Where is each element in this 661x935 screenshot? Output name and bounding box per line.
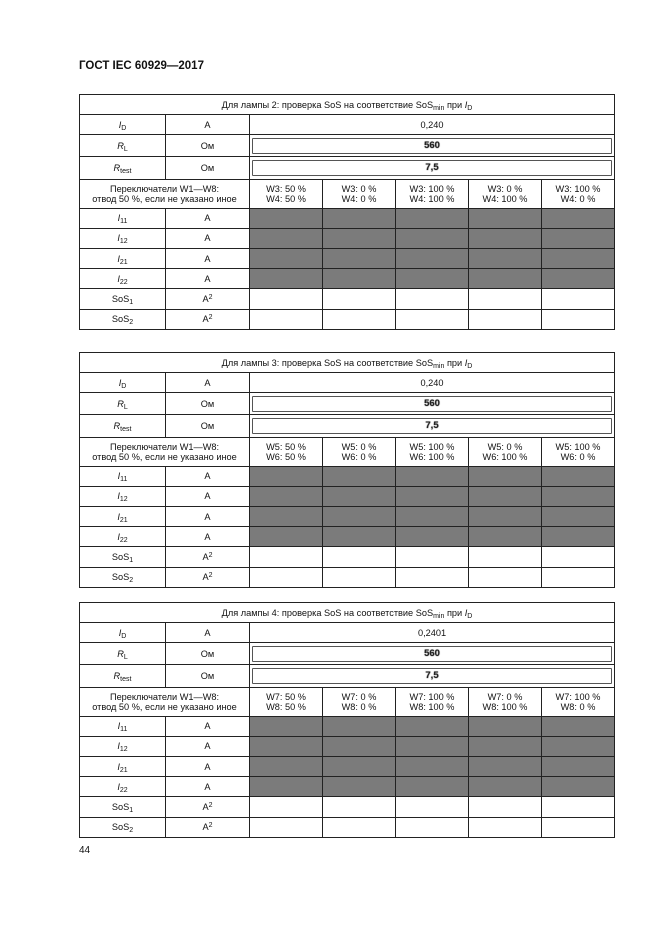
row-SoS1	[80, 289, 615, 309]
unit-cell: A	[166, 716, 250, 736]
shaded-cell	[250, 269, 323, 289]
row-SoS1	[80, 547, 615, 567]
shaded-cell	[469, 208, 542, 228]
switch-setting-5: W3: 100 % W4: 0 %	[542, 179, 615, 208]
row-I11	[80, 466, 615, 486]
shaded-cell	[542, 756, 615, 776]
switch-setting-2: W3: 0 % W4: 0 %	[323, 179, 396, 208]
param-label: I	[117, 781, 120, 792]
empty-cell	[250, 567, 323, 587]
title-subscript: min	[433, 612, 445, 620]
empty-cell	[469, 309, 542, 329]
row-I12	[80, 736, 615, 756]
shaded-cell	[250, 208, 323, 228]
page-number: 44	[79, 845, 91, 856]
shaded-cell	[323, 527, 396, 547]
shaded-cell	[542, 736, 615, 756]
param-label-sub: L	[123, 653, 128, 661]
R-L-value-field	[252, 646, 612, 662]
R-test-value-field	[252, 160, 612, 176]
row-I-D	[80, 373, 615, 393]
unit-cell: A	[166, 486, 250, 506]
shaded-cell	[469, 486, 542, 506]
empty-cell	[323, 567, 396, 587]
row-switches	[80, 687, 615, 716]
shaded-cell	[469, 527, 542, 547]
param-label-sub: 2	[129, 577, 134, 585]
switches-label	[80, 179, 250, 208]
shaded-cell	[250, 756, 323, 776]
param-label-sub: D	[121, 632, 127, 640]
shaded-cell	[323, 486, 396, 506]
empty-cell	[542, 817, 615, 837]
shaded-cell	[469, 756, 542, 776]
shaded-cell	[250, 248, 323, 268]
row-I21	[80, 506, 615, 526]
row-I21	[80, 756, 615, 776]
I-D-value: 0,240	[250, 115, 615, 135]
shaded-cell	[323, 248, 396, 268]
param-label: R	[117, 140, 124, 151]
shaded-cell	[323, 716, 396, 736]
row-SoS1	[80, 797, 615, 817]
param-label-sub: test	[120, 425, 132, 433]
param-label: I	[117, 721, 121, 732]
shaded-cell	[396, 228, 469, 248]
param-label-sub: 11	[120, 726, 128, 734]
unit-cell: Ом	[166, 135, 250, 157]
R-L-value: 560	[424, 397, 440, 409]
shaded-cell	[250, 506, 323, 526]
unit-cell: A	[202, 822, 209, 833]
shaded-cell	[469, 269, 542, 289]
row-R-L	[80, 643, 615, 665]
shaded-cell	[250, 736, 323, 756]
param-label: I	[117, 233, 120, 244]
param-label-sub: test	[120, 167, 132, 175]
document-header: ГОСТ IEC 60929—2017	[79, 60, 204, 72]
empty-cell	[542, 289, 615, 309]
unit-superscript: 2	[208, 572, 213, 580]
title-suffix: при	[446, 607, 463, 618]
shaded-cell	[542, 248, 615, 268]
row-SoS2	[80, 309, 615, 329]
unit-cell: A	[166, 736, 250, 756]
empty-cell	[250, 309, 323, 329]
switch-setting-4: W7: 0 % W8: 100 %	[469, 687, 542, 716]
empty-cell	[396, 567, 469, 587]
switch-setting-1: W7: 50 % W8: 50 %	[250, 687, 323, 716]
param-label: R	[113, 162, 121, 173]
unit-superscript: 2	[208, 822, 213, 830]
switch-setting-3: W7: 100 % W8: 100 %	[396, 687, 469, 716]
param-label: I	[117, 491, 120, 502]
R-test-value: 7,5	[425, 419, 439, 431]
row-I12	[80, 486, 615, 506]
shaded-cell	[323, 736, 396, 756]
param-label: R	[113, 420, 121, 431]
unit-cell: A	[166, 527, 250, 547]
param-label-sub: 2	[129, 319, 134, 327]
R-test-value-field	[252, 418, 612, 434]
param-label-sub: 12	[119, 238, 128, 246]
empty-cell	[469, 567, 542, 587]
unit-cell: A	[166, 208, 250, 228]
shaded-cell	[250, 527, 323, 547]
unit-superscript: 2	[208, 293, 213, 301]
switch-setting-4: W5: 0 % W6: 100 %	[469, 437, 542, 466]
param-label-sub: D	[121, 124, 127, 132]
switches-label-line1: Переключатели W1—W8:	[109, 691, 220, 702]
empty-cell	[469, 547, 542, 567]
shaded-cell	[396, 506, 469, 526]
row-I22	[80, 777, 615, 797]
switches-label	[80, 687, 250, 716]
title-text: Для лампы 4: проверка SoS на соответствие SoS	[221, 607, 434, 618]
shaded-cell	[469, 228, 542, 248]
unit-cell: A	[202, 801, 209, 812]
empty-cell	[396, 797, 469, 817]
shaded-cell	[250, 228, 323, 248]
shaded-cell	[396, 486, 469, 506]
unit-cell: Ом	[166, 415, 250, 437]
switch-setting-2: W7: 0 % W8: 0 %	[323, 687, 396, 716]
param-label: SoS	[111, 551, 130, 562]
empty-cell	[396, 547, 469, 567]
unit-cell: A	[166, 373, 250, 393]
row-R-test	[80, 415, 615, 437]
empty-cell	[250, 289, 323, 309]
param-label-sub: L	[123, 145, 128, 153]
shaded-cell	[469, 777, 542, 797]
param-label: SoS	[111, 293, 130, 304]
param-label: I	[117, 273, 120, 284]
unit-superscript: 2	[208, 551, 213, 559]
empty-cell	[542, 567, 615, 587]
param-label: SoS	[111, 314, 130, 325]
shaded-cell	[323, 269, 396, 289]
shaded-cell	[542, 716, 615, 736]
table-title	[80, 353, 615, 373]
row-R-test	[80, 665, 615, 687]
shaded-cell	[396, 527, 469, 547]
row-switches	[80, 179, 615, 208]
empty-cell	[469, 797, 542, 817]
I-D-value: 0,2401	[250, 623, 615, 643]
shaded-cell	[469, 248, 542, 268]
param-label-sub: 1	[129, 298, 134, 306]
lamp-test-table-4	[79, 602, 615, 838]
row-I12	[80, 228, 615, 248]
param-label-sub: 21	[119, 766, 128, 774]
param-label: I	[117, 511, 120, 522]
switch-setting-4: W3: 0 % W4: 100 %	[469, 179, 542, 208]
row-R-L	[80, 135, 615, 157]
param-label: R	[117, 398, 124, 409]
unit-cell: A	[166, 228, 250, 248]
empty-cell	[396, 309, 469, 329]
empty-cell	[250, 817, 323, 837]
table-title	[80, 95, 615, 115]
shaded-cell	[396, 248, 469, 268]
R-test-value-field	[252, 668, 612, 684]
unit-cell: A	[166, 756, 250, 776]
param-label-sub: 22	[119, 278, 128, 286]
title-text: Для лампы 3: проверка SoS на соответствие SoS	[221, 357, 434, 368]
shaded-cell	[323, 228, 396, 248]
shaded-cell	[469, 466, 542, 486]
unit-cell: A	[166, 777, 250, 797]
switch-setting-3: W5: 100 % W6: 100 %	[396, 437, 469, 466]
title-subscript: min	[433, 104, 445, 112]
param-label-sub: 12	[119, 496, 128, 504]
param-label: I	[117, 253, 120, 264]
empty-cell	[250, 547, 323, 567]
empty-cell	[323, 309, 396, 329]
switch-setting-1: W3: 50 % W4: 50 %	[250, 179, 323, 208]
param-label-sub: 1	[129, 806, 134, 814]
shaded-cell	[323, 208, 396, 228]
row-SoS2	[80, 567, 615, 587]
row-I-D	[80, 623, 615, 643]
empty-cell	[396, 289, 469, 309]
param-label: I	[117, 531, 120, 542]
param-label-sub: 11	[120, 218, 128, 226]
symbol-I-D-sub: D	[467, 104, 473, 112]
row-I22	[80, 269, 615, 289]
empty-cell	[469, 289, 542, 309]
unit-superscript: 2	[208, 801, 213, 809]
param-label: R	[117, 648, 124, 659]
shaded-cell	[323, 466, 396, 486]
param-label: I	[117, 761, 120, 772]
shaded-cell	[396, 736, 469, 756]
param-label: R	[113, 670, 121, 681]
R-L-value: 560	[424, 139, 440, 151]
unit-cell: A	[166, 506, 250, 526]
empty-cell	[323, 289, 396, 309]
switches-label-line2: отвод 50 %, если не указано иное	[92, 193, 237, 204]
param-label-sub: 22	[119, 536, 128, 544]
switches-label-line1: Переключатели W1—W8:	[109, 183, 220, 194]
shaded-cell	[542, 486, 615, 506]
param-label-sub: 21	[119, 516, 128, 524]
param-label-sub: 12	[119, 746, 128, 754]
param-label-sub: test	[120, 675, 132, 683]
unit-cell: A	[166, 466, 250, 486]
I-D-value: 0,240	[250, 373, 615, 393]
shaded-cell	[469, 736, 542, 756]
param-label-sub: L	[123, 403, 128, 411]
param-label: I	[117, 471, 121, 482]
param-label: I	[117, 741, 120, 752]
R-L-value-field	[252, 396, 612, 412]
unit-cell: Ом	[166, 665, 250, 687]
unit-cell: A	[202, 314, 209, 325]
symbol-I-D: I	[464, 607, 468, 618]
empty-cell	[542, 309, 615, 329]
param-label-sub: 1	[129, 556, 134, 564]
shaded-cell	[250, 716, 323, 736]
switch-setting-1: W5: 50 % W6: 50 %	[250, 437, 323, 466]
unit-cell: A	[166, 623, 250, 643]
row-R-L	[80, 393, 615, 415]
shaded-cell	[250, 486, 323, 506]
empty-cell	[323, 547, 396, 567]
row-I11	[80, 716, 615, 736]
shaded-cell	[250, 466, 323, 486]
table-title	[80, 603, 615, 623]
shaded-cell	[542, 466, 615, 486]
param-label: I	[117, 213, 121, 224]
switches-label-line2: отвод 50 %, если не указано иное	[92, 451, 237, 462]
param-label-sub: 22	[119, 786, 128, 794]
switch-setting-2: W5: 0 % W6: 0 %	[323, 437, 396, 466]
switch-setting-5: W7: 100 % W8: 0 %	[542, 687, 615, 716]
shaded-cell	[323, 777, 396, 797]
symbol-I-D: I	[464, 99, 468, 110]
R-test-value: 7,5	[425, 161, 439, 173]
empty-cell	[396, 817, 469, 837]
shaded-cell	[323, 506, 396, 526]
shaded-cell	[542, 527, 615, 547]
unit-superscript: 2	[208, 314, 213, 322]
unit-cell: A	[166, 248, 250, 268]
row-I21	[80, 248, 615, 268]
unit-cell: A	[202, 572, 209, 583]
param-label-sub: 2	[129, 827, 134, 835]
param-label: I	[118, 119, 122, 130]
empty-cell	[250, 797, 323, 817]
title-suffix: при	[446, 357, 463, 368]
unit-cell: Ом	[166, 157, 250, 179]
shaded-cell	[396, 208, 469, 228]
empty-cell	[542, 547, 615, 567]
unit-cell: Ом	[166, 393, 250, 415]
param-label: I	[118, 377, 122, 388]
shaded-cell	[542, 228, 615, 248]
empty-cell	[323, 817, 396, 837]
row-I11	[80, 208, 615, 228]
unit-cell: A	[166, 269, 250, 289]
shaded-cell	[542, 777, 615, 797]
lamp-test-table-3	[79, 352, 615, 588]
param-label: SoS	[111, 822, 130, 833]
unit-cell: Ом	[166, 643, 250, 665]
R-L-value: 560	[424, 647, 440, 659]
empty-cell	[469, 817, 542, 837]
switches-label-line2: отвод 50 %, если не указано иное	[92, 701, 237, 712]
shaded-cell	[396, 756, 469, 776]
param-label-sub: 21	[119, 258, 128, 266]
shaded-cell	[396, 269, 469, 289]
switches-label-line1: Переключатели W1—W8:	[109, 441, 220, 452]
R-L-value-field	[252, 138, 612, 154]
row-I-D	[80, 115, 615, 135]
symbol-I-D: I	[464, 357, 468, 368]
unit-cell: A	[202, 293, 209, 304]
param-label: SoS	[111, 572, 130, 583]
title-subscript: min	[433, 362, 445, 370]
param-label: I	[118, 627, 122, 638]
unit-cell: A	[166, 115, 250, 135]
empty-cell	[542, 797, 615, 817]
shaded-cell	[396, 466, 469, 486]
shaded-cell	[396, 777, 469, 797]
shaded-cell	[469, 716, 542, 736]
lamp-test-table-2	[79, 94, 615, 330]
shaded-cell	[542, 208, 615, 228]
param-label-sub: 11	[120, 476, 128, 484]
row-R-test	[80, 157, 615, 179]
row-I22	[80, 527, 615, 547]
param-label-sub: D	[121, 382, 127, 390]
switches-label	[80, 437, 250, 466]
switch-setting-3: W3: 100 % W4: 100 %	[396, 179, 469, 208]
shaded-cell	[542, 506, 615, 526]
title-suffix: при	[446, 99, 463, 110]
shaded-cell	[469, 506, 542, 526]
title-text: Для лампы 2: проверка SoS на соответствие SoS	[221, 99, 434, 110]
R-test-value: 7,5	[425, 669, 439, 681]
row-SoS2	[80, 817, 615, 837]
shaded-cell	[250, 777, 323, 797]
shaded-cell	[323, 756, 396, 776]
shaded-cell	[396, 716, 469, 736]
empty-cell	[323, 797, 396, 817]
symbol-I-D-sub: D	[467, 362, 473, 370]
param-label: SoS	[111, 801, 130, 812]
symbol-I-D-sub: D	[467, 612, 473, 620]
switch-setting-5: W5: 100 % W6: 0 %	[542, 437, 615, 466]
row-switches	[80, 437, 615, 466]
unit-cell: A	[202, 551, 209, 562]
shaded-cell	[542, 269, 615, 289]
